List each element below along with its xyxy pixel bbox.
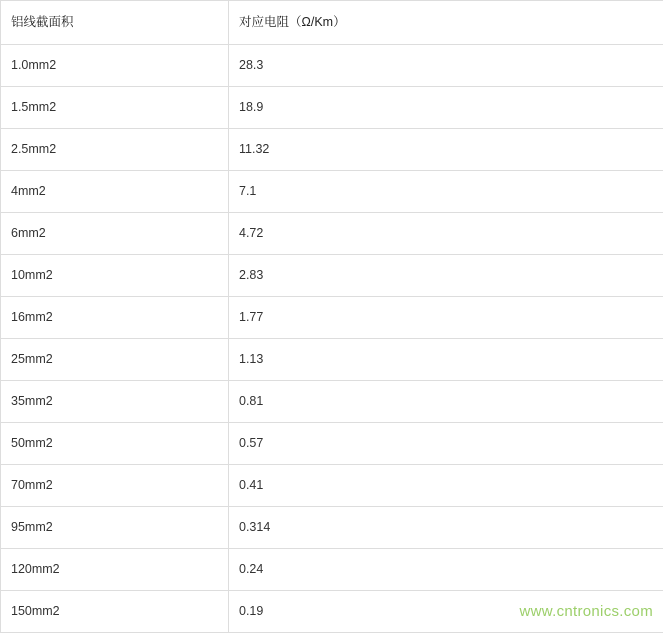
cell-resistance: 4.72	[229, 213, 663, 255]
cell-cross-section: 35mm2	[1, 381, 229, 423]
table-row	[1, 255, 663, 297]
table-row	[1, 549, 663, 591]
table-row	[1, 381, 663, 423]
cell-resistance: 11.32	[229, 129, 663, 171]
cell-resistance: 0.41	[229, 465, 663, 507]
cell-resistance: 7.1	[229, 171, 663, 213]
cell-resistance: 18.9	[229, 87, 663, 129]
table-row	[1, 45, 663, 87]
table-row	[1, 465, 663, 507]
cell-cross-section: 10mm2	[1, 255, 229, 297]
column-header-resistance: 对应电阻（Ω/Km）	[229, 1, 663, 45]
cell-cross-section: 1.5mm2	[1, 87, 229, 129]
cell-cross-section: 1.0mm2	[1, 45, 229, 87]
table-row	[1, 591, 663, 633]
cell-cross-section: 150mm2	[1, 591, 229, 633]
table-body	[1, 45, 663, 633]
table-row	[1, 297, 663, 339]
cell-cross-section: 50mm2	[1, 423, 229, 465]
table-row	[1, 507, 663, 549]
table-row	[1, 423, 663, 465]
cell-resistance: 0.19	[229, 591, 663, 633]
cell-resistance: 0.314	[229, 507, 663, 549]
site-watermark: www.cntronics.com	[520, 603, 653, 620]
cell-resistance: 1.13	[229, 339, 663, 381]
table-header-row	[1, 1, 663, 45]
cell-resistance: 2.83	[229, 255, 663, 297]
table-header	[1, 1, 663, 45]
column-header-cross-section: 铝线截面积	[1, 1, 229, 45]
cell-resistance: 0.57	[229, 423, 663, 465]
cell-cross-section: 70mm2	[1, 465, 229, 507]
cell-cross-section: 120mm2	[1, 549, 229, 591]
table-row	[1, 87, 663, 129]
table-row	[1, 171, 663, 213]
cell-cross-section: 6mm2	[1, 213, 229, 255]
cell-cross-section: 16mm2	[1, 297, 229, 339]
table-row	[1, 213, 663, 255]
cell-cross-section: 25mm2	[1, 339, 229, 381]
cell-cross-section: 95mm2	[1, 507, 229, 549]
cell-cross-section: 4mm2	[1, 171, 229, 213]
cell-cross-section: 2.5mm2	[1, 129, 229, 171]
cell-resistance: 1.77	[229, 297, 663, 339]
cell-resistance: 28.3	[229, 45, 663, 87]
cell-resistance: 0.24	[229, 549, 663, 591]
cell-resistance: 0.81	[229, 381, 663, 423]
table-row	[1, 129, 663, 171]
table-row	[1, 339, 663, 381]
